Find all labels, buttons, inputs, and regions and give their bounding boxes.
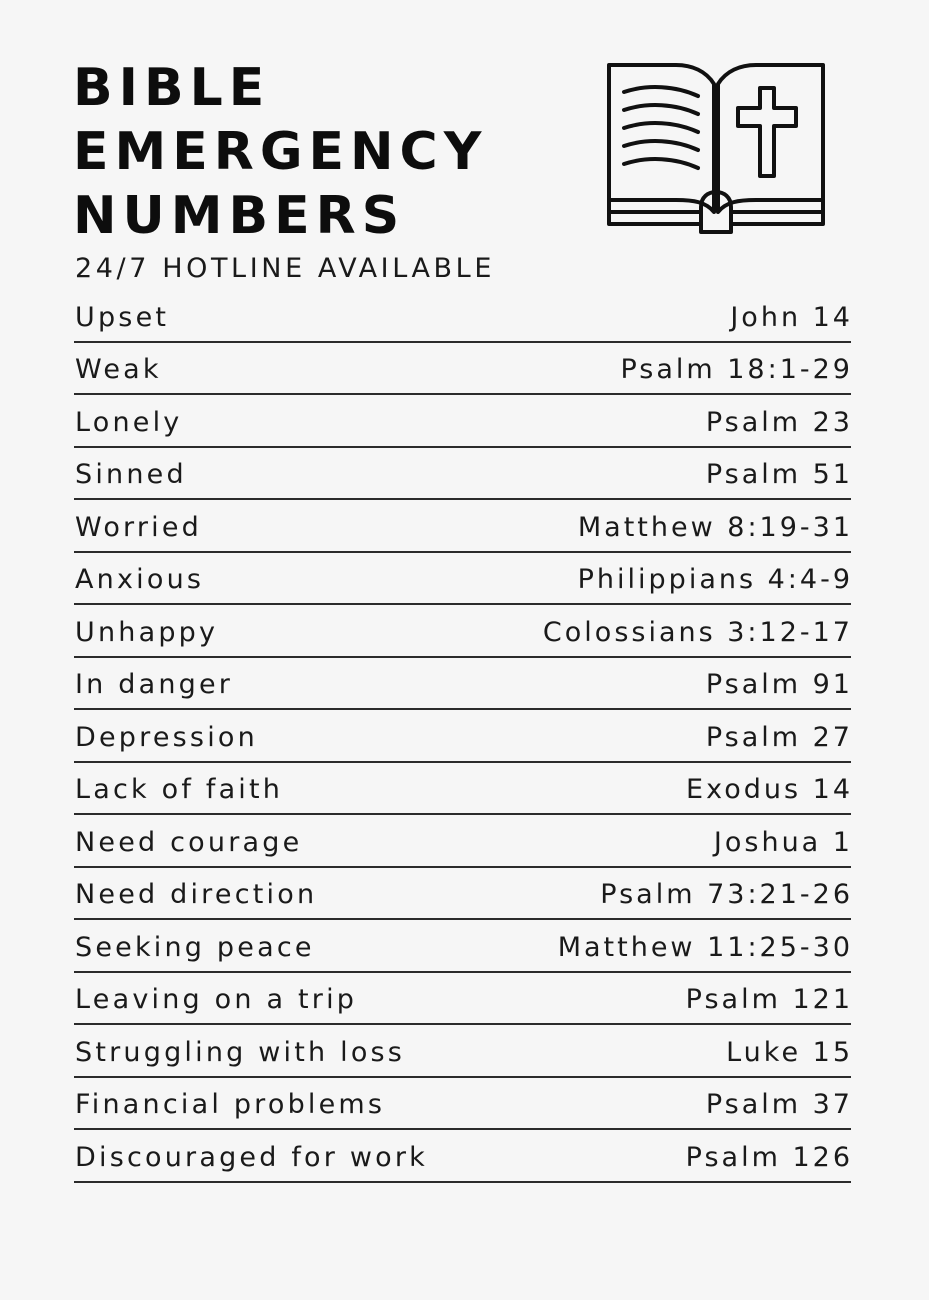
list-item <box>74 607 851 658</box>
feeling-label: Seeking peace <box>75 931 315 963</box>
list-item <box>74 817 851 868</box>
list-item <box>74 292 851 343</box>
feeling-label: Discouraged for work <box>75 1141 428 1173</box>
feeling-label: Need courage <box>75 826 303 858</box>
verse-reference: Psalm 37 <box>705 1089 853 1120</box>
list-item <box>74 922 851 973</box>
feeling-label: Unhappy <box>75 616 219 648</box>
verse-reference: Psalm 51 <box>705 459 853 490</box>
list-item <box>74 1132 851 1183</box>
verse-reference: Psalm 73:21-26 <box>600 879 853 910</box>
feeling-label: In danger <box>75 669 234 700</box>
page-title <box>73 56 487 248</box>
verse-reference: Psalm 23 <box>705 406 853 438</box>
feeling-label: Leaving on a trip <box>75 984 358 1015</box>
title-line-3: NUMBERS <box>73 186 406 246</box>
emergency-list <box>74 292 851 1183</box>
feeling-label: Lonely <box>75 406 183 438</box>
verse-reference: Luke 15 <box>726 1036 853 1068</box>
list-item <box>74 1027 851 1078</box>
list-item <box>74 345 851 396</box>
verse-reference: Joshua 1 <box>713 826 853 858</box>
feeling-label: Struggling with loss <box>75 1036 406 1068</box>
list-item <box>74 712 851 763</box>
list-item <box>74 397 851 448</box>
verse-reference: Psalm 91 <box>705 669 853 700</box>
feeling-label: Weak <box>75 354 162 385</box>
verse-reference: John 14 <box>730 301 853 333</box>
list-item <box>74 502 851 553</box>
verse-reference: Matthew 8:19-31 <box>577 511 853 543</box>
verse-reference: Psalm 27 <box>705 721 853 753</box>
verse-reference: Exodus 14 <box>686 774 853 805</box>
feeling-label: Worried <box>75 511 203 543</box>
verse-reference: Psalm 126 <box>685 1141 853 1173</box>
list-item <box>74 975 851 1026</box>
verse-reference: Psalm 121 <box>685 984 853 1015</box>
verse-reference: Philippians 4:4-9 <box>577 564 853 595</box>
title-line-2: EMERGENCY <box>73 122 488 182</box>
feeling-label: Lack of faith <box>75 774 284 805</box>
feeling-label: Upset <box>75 301 170 333</box>
list-item <box>74 660 851 711</box>
verse-reference: Psalm 18:1-29 <box>620 354 853 385</box>
subtitle: 24/7 HOTLINE AVAILABLE <box>75 253 495 284</box>
title-line-1: BIBLE <box>73 58 271 118</box>
list-item <box>74 1080 851 1131</box>
list-item <box>74 450 851 501</box>
feeling-label: Sinned <box>75 459 187 490</box>
verse-reference: Matthew 11:25-30 <box>557 931 853 963</box>
list-item <box>74 765 851 816</box>
feeling-label: Financial problems <box>75 1089 386 1120</box>
list-item <box>74 555 851 606</box>
feeling-label: Depression <box>75 721 258 753</box>
verse-reference: Colossians 3:12-17 <box>542 616 853 648</box>
feeling-label: Need direction <box>75 879 318 910</box>
bible-cross-icon <box>606 62 826 238</box>
list-item <box>74 870 851 921</box>
feeling-label: Anxious <box>75 564 205 595</box>
